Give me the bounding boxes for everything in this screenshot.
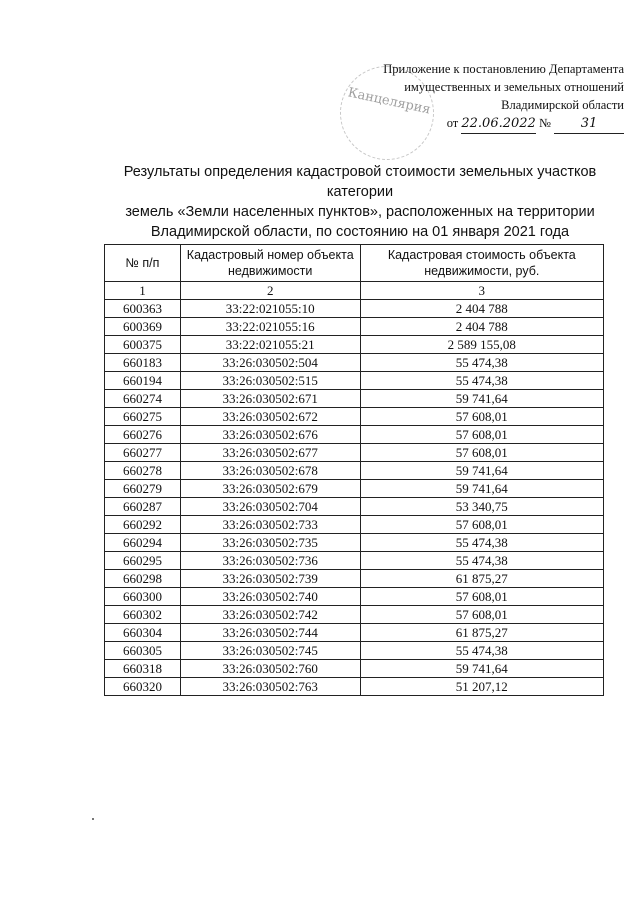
row-number-cell: 660278 xyxy=(105,462,181,480)
header-line-1: Приложение к постановлению Департамента xyxy=(383,62,624,76)
row-number-cell: 600363 xyxy=(105,300,181,318)
table-row xyxy=(105,624,604,642)
cadastral-value-cell: 57 608,01 xyxy=(360,408,603,426)
cadastral-number-cell: 33:26:030502:740 xyxy=(180,588,360,606)
cadastral-value-cell: 61 875,27 xyxy=(360,624,603,642)
cadastral-number-cell: 33:26:030502:671 xyxy=(180,390,360,408)
cadastral-number-cell: 33:22:021055:10 xyxy=(180,300,360,318)
table-row xyxy=(105,516,604,534)
row-number-cell: 660320 xyxy=(105,678,181,696)
table-body xyxy=(105,300,604,696)
table-row xyxy=(105,318,604,336)
header-line-2: имущественных и земельных отношений xyxy=(404,80,624,94)
cadastral-value-cell: 2 589 155,08 xyxy=(360,336,603,354)
handwritten-date: 22.06.2022 xyxy=(461,115,535,134)
cadastral-number-cell: 33:22:021055:21 xyxy=(180,336,360,354)
cadastral-value-cell: 57 608,01 xyxy=(360,444,603,462)
row-number-cell: 660318 xyxy=(105,660,181,678)
header-date-number-line xyxy=(324,114,624,134)
row-number-cell: 660294 xyxy=(105,534,181,552)
cadastral-number-cell: 33:22:021055:16 xyxy=(180,318,360,336)
cadastral-number-cell: 33:26:030502:676 xyxy=(180,426,360,444)
cadastral-value-cell: 59 741,64 xyxy=(360,480,603,498)
number-label: № xyxy=(538,116,551,130)
row-number-cell: 600369 xyxy=(105,318,181,336)
cadastral-number-cell: 33:26:030502:672 xyxy=(180,408,360,426)
cadastral-value-cell: 57 608,01 xyxy=(360,426,603,444)
row-number-cell: 660298 xyxy=(105,570,181,588)
cadastral-number-cell: 33:26:030502:704 xyxy=(180,498,360,516)
cadastral-number-cell: 33:26:030502:735 xyxy=(180,534,360,552)
table-row xyxy=(105,534,604,552)
office-stamp-label: Канцелярия xyxy=(346,85,432,118)
table-row xyxy=(105,444,604,462)
cadastral-value-cell: 55 474,38 xyxy=(360,642,603,660)
table-row xyxy=(105,642,604,660)
cadastral-value-cell: 51 207,12 xyxy=(360,678,603,696)
row-number-cell: 660295 xyxy=(105,552,181,570)
row-number-cell: 660287 xyxy=(105,498,181,516)
cadastral-value-cell: 57 608,01 xyxy=(360,516,603,534)
cadastral-value-cell: 55 474,38 xyxy=(360,534,603,552)
cadastral-number-cell: 33:26:030502:760 xyxy=(180,660,360,678)
cadastral-number-cell: 33:26:030502:677 xyxy=(180,444,360,462)
row-number-cell: 660276 xyxy=(105,426,181,444)
table-row xyxy=(105,588,604,606)
cadastral-value-cell: 55 474,38 xyxy=(360,372,603,390)
cadastral-value-cell: 59 741,64 xyxy=(360,390,603,408)
document-title xyxy=(100,162,620,242)
table-row xyxy=(105,462,604,480)
cadastral-value-cell: 59 741,64 xyxy=(360,660,603,678)
cadastral-number-cell: 33:26:030502:733 xyxy=(180,516,360,534)
row-number-cell: 660274 xyxy=(105,390,181,408)
table-index-row xyxy=(105,282,604,300)
cadastral-value-cell: 57 608,01 xyxy=(360,606,603,624)
table-row xyxy=(105,336,604,354)
cadastral-number-cell: 33:26:030502:679 xyxy=(180,480,360,498)
scan-speck xyxy=(92,818,94,820)
row-number-cell: 660292 xyxy=(105,516,181,534)
cadastral-number-cell: 33:26:030502:763 xyxy=(180,678,360,696)
table-row xyxy=(105,300,604,318)
index-cell: 2 xyxy=(180,282,360,300)
cadastral-number-cell: 33:26:030502:515 xyxy=(180,372,360,390)
cadastral-value-cell: 55 474,38 xyxy=(360,354,603,372)
table-row xyxy=(105,660,604,678)
header-cadastral-number: Кадастровый номер объекта недвижимости xyxy=(180,245,360,282)
title-line-1: Результаты определения кадастровой стоимости земельных участков категории xyxy=(123,164,597,200)
table-row xyxy=(105,552,604,570)
cadastral-number-cell: 33:26:030502:739 xyxy=(180,570,360,588)
row-number-cell: 660183 xyxy=(105,354,181,372)
cadastral-number-cell: 33:26:030502:504 xyxy=(180,354,360,372)
header-line-3: Владимирской области xyxy=(501,98,624,112)
title-line-3: Владимирской области, по состоянию на 01 января 2021 года xyxy=(150,224,570,240)
row-number-cell: 660194 xyxy=(105,372,181,390)
handwritten-number: 31 xyxy=(554,115,624,134)
cadastral-value-cell: 57 608,01 xyxy=(360,588,603,606)
table-row xyxy=(105,372,604,390)
index-cell: 1 xyxy=(105,282,181,300)
row-number-cell: 660279 xyxy=(105,480,181,498)
row-number-cell: 660305 xyxy=(105,642,181,660)
cadastral-value-cell: 53 340,75 xyxy=(360,498,603,516)
from-label: от xyxy=(446,116,459,130)
cadastral-number-cell: 33:26:030502:745 xyxy=(180,642,360,660)
cadastral-value-cell: 59 741,64 xyxy=(360,462,603,480)
header-row-number: № п/п xyxy=(105,245,181,282)
row-number-cell: 660304 xyxy=(105,624,181,642)
table-row xyxy=(105,354,604,372)
table-row xyxy=(105,570,604,588)
index-cell: 3 xyxy=(360,282,603,300)
cadastral-value-cell: 2 404 788 xyxy=(360,300,603,318)
table-header-row xyxy=(105,245,604,282)
document-header xyxy=(324,60,624,134)
cadastral-value-table xyxy=(104,244,604,696)
table-row xyxy=(105,390,604,408)
title-line-2: земель «Земли населенных пунктов», расположенных на территории xyxy=(125,204,595,220)
table-row xyxy=(105,678,604,696)
cadastral-number-cell: 33:26:030502:736 xyxy=(180,552,360,570)
row-number-cell: 660277 xyxy=(105,444,181,462)
table-row xyxy=(105,426,604,444)
table-row xyxy=(105,408,604,426)
cadastral-number-cell: 33:26:030502:744 xyxy=(180,624,360,642)
cadastral-value-cell: 61 875,27 xyxy=(360,570,603,588)
row-number-cell: 660275 xyxy=(105,408,181,426)
cadastral-number-cell: 33:26:030502:678 xyxy=(180,462,360,480)
row-number-cell: 660302 xyxy=(105,606,181,624)
cadastral-value-cell: 2 404 788 xyxy=(360,318,603,336)
table-row xyxy=(105,498,604,516)
cadastral-number-cell: 33:26:030502:742 xyxy=(180,606,360,624)
table-row xyxy=(105,480,604,498)
header-cadastral-value: Кадастровая стоимость объекта недвижимости, руб. xyxy=(360,245,603,282)
row-number-cell: 600375 xyxy=(105,336,181,354)
table-row xyxy=(105,606,604,624)
row-number-cell: 660300 xyxy=(105,588,181,606)
cadastral-value-cell: 55 474,38 xyxy=(360,552,603,570)
